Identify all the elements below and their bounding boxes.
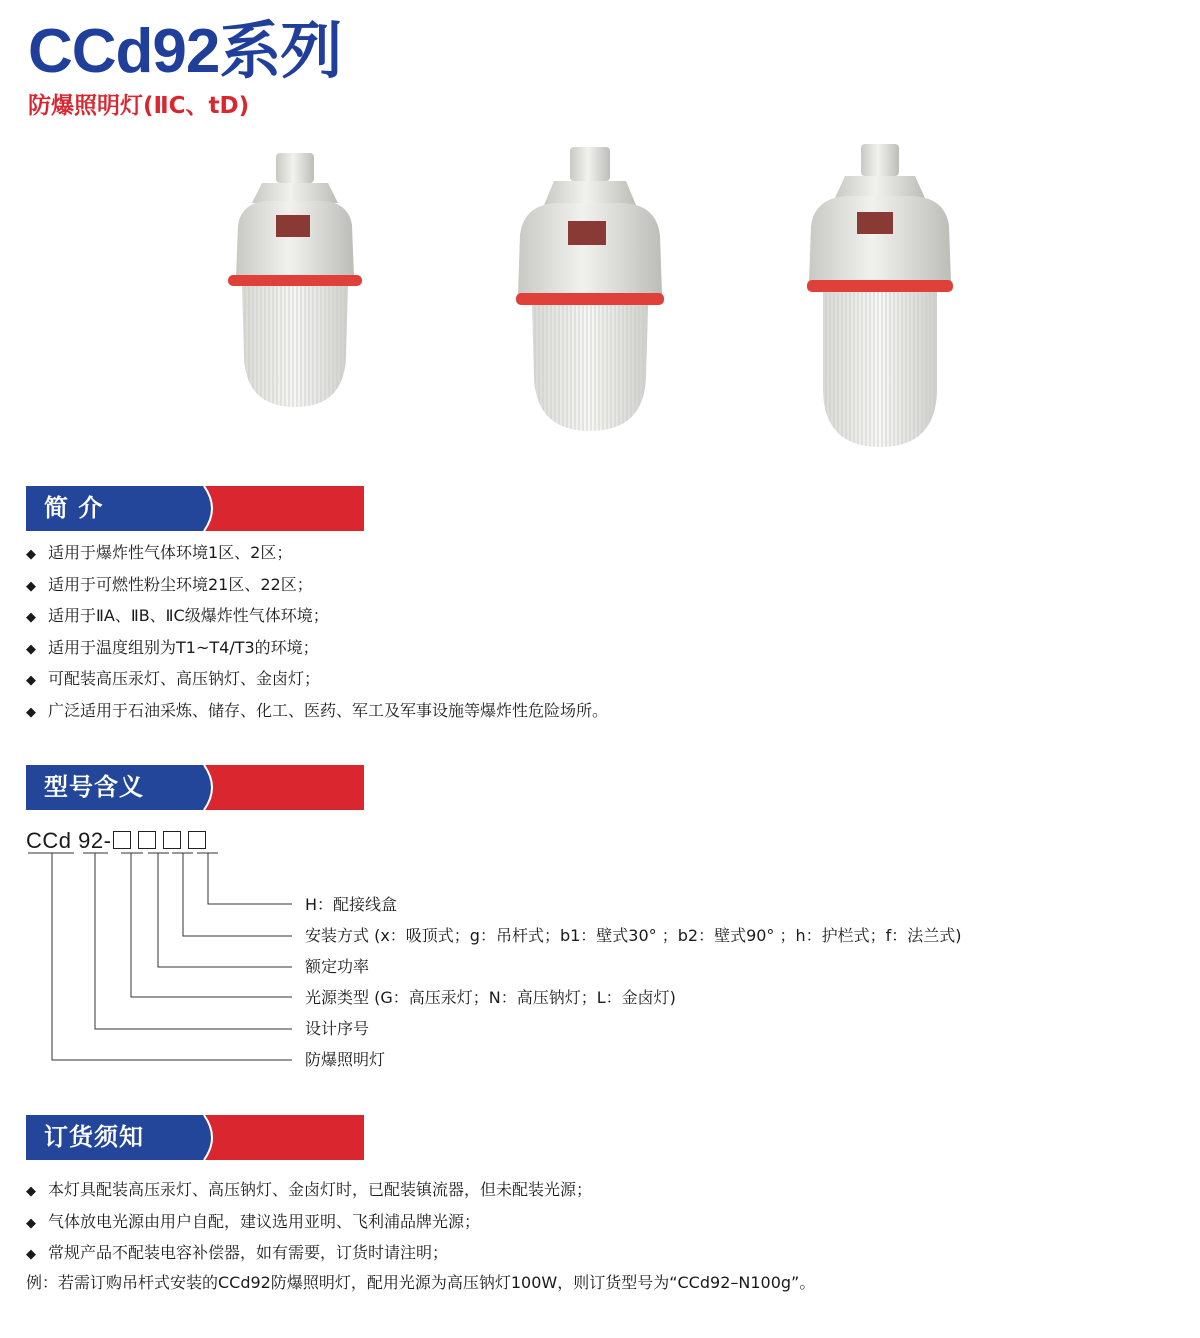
diamond-bullet-icon: ◆ [26,578,36,594]
diamond-bullet-icon: ◆ [26,1247,36,1263]
model-code-prefix: CCd 92- [26,828,112,853]
section-header-model [26,765,364,810]
legend-item: H：配接线盒 [305,895,398,914]
diamond-bullet-icon: ◆ [26,1184,36,1199]
section-title-order: 订货须知 [44,1123,144,1151]
order-list [26,1174,592,1269]
legend-item: 安装方式 (x：吸顶式；g：吊杆式；b1：壁式30° ；b2：壁式90° ；h：护栏式；f：法兰式) [305,926,962,945]
diamond-bullet-icon: ◆ [26,547,36,562]
list-item: ◆ 适用于可燃性粉尘环境21区、22区； [26,569,608,601]
list-item: ◆ 常规产品不配装电容补偿器，如有需要，订货时请注明； [26,1237,592,1269]
section-title-intro: 简 介 [44,494,104,522]
empty-square-box-icon [163,831,181,849]
legend-item: 设计序号 [305,1019,370,1038]
legend-item: 光源类型 (G：高压汞灯；N：高压钠灯；L：金卤灯) [305,988,676,1007]
diamond-bullet-icon: ◆ [26,673,36,689]
list-item: ◆ 适用于爆炸性气体环境1区、2区； [26,537,608,569]
legend-item: 防爆照明灯 [305,1050,386,1069]
product-photos [0,140,1200,460]
model-legend [305,889,962,1075]
page-title: CCd92系列 [28,17,342,86]
diamond-bullet-icon: ◆ [26,704,36,720]
diamond-bullet-icon: ◆ [26,610,36,626]
order-example: 例：若需订购吊杆式安装的CCd92防爆照明灯，配用光源为高压钠灯100W，则订货型号为“CCd92–N100g”。 [26,1273,816,1292]
legend-item: 额定功率 [305,957,370,976]
list-item: ◆ 本灯具配装高压汞灯、高压钠灯、金卤灯时，已配装镇流器，但未配装光源； [26,1174,592,1206]
list-item: ◆ 可配装高压汞灯、高压钠灯、金卤灯； [26,663,608,695]
empty-square-box-icon [188,831,206,849]
list-item: ◆ 广泛适用于石油采炼、储存、化工、医药、军工及军事设施等爆炸性危险场所。 [26,695,608,727]
lamp-photo-3 [805,142,955,452]
section-header-order [26,1115,364,1160]
section-header-intro [26,486,364,531]
section-title-model: 型号含义 [44,773,144,801]
intro-list [26,537,608,727]
lamp-photo-2 [510,145,670,435]
list-item: ◆ 气体放电光源由用户自配，建议选用亚明、飞利浦品牌光源； [26,1206,592,1238]
list-item: ◆ 适用于温度组别为T1~T4/T3的环境； [26,632,608,664]
model-code-diagram [0,850,310,1070]
page-subtitle: 防爆照明灯(ⅡC、tD) [28,93,250,119]
empty-square-box-icon [138,831,156,849]
lamp-photo-1 [220,145,370,415]
diamond-bullet-icon: ◆ [26,641,36,657]
diamond-bullet-icon: ◆ [26,1215,36,1231]
empty-square-box-icon [113,831,131,849]
list-item: ◆ 适用于ⅡA、ⅡB、ⅡC级爆炸性气体环境； [26,600,608,632]
